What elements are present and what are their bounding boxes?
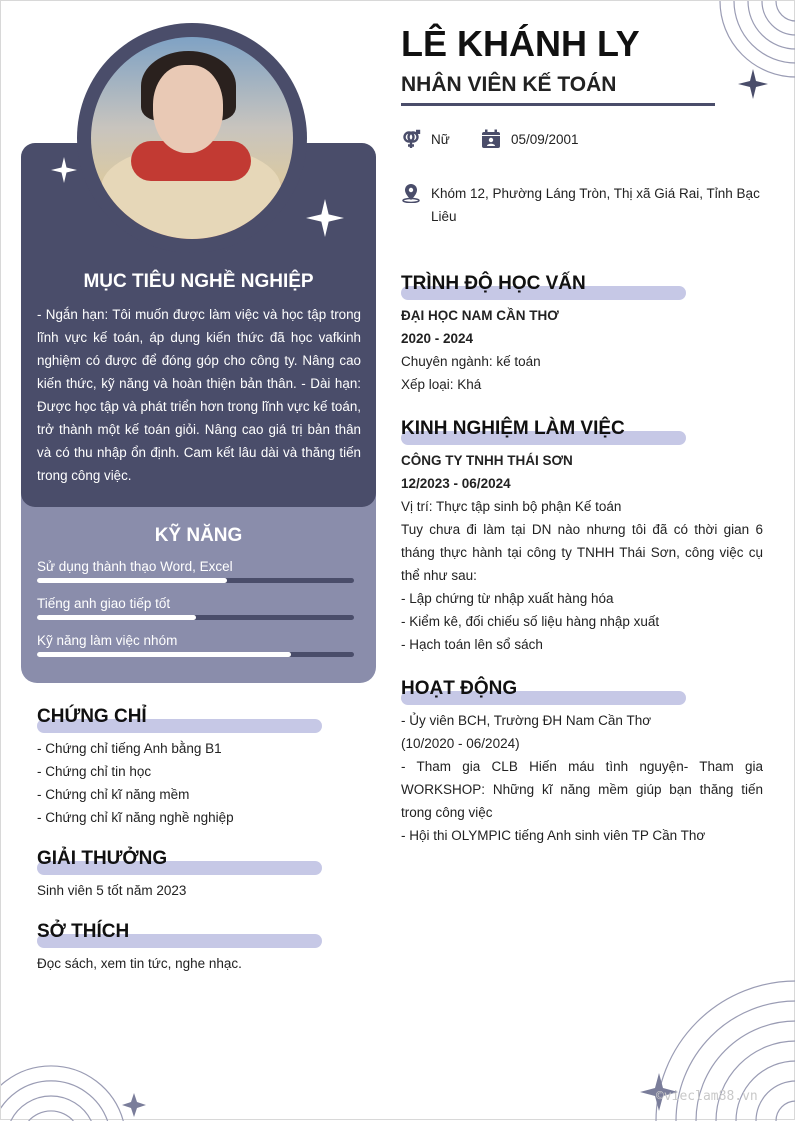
- experience-description: Tuy chưa đi làm tại DN nào nhưng tôi đã có thời gian 6 tháng thực hành tại công ty TNHH Thái Sơn, công việc cụ thể như sau:: [401, 522, 763, 583]
- activity-item: - Tham gia CLB Hiến máu tình nguyện- Tham gia WORKSHOP: Những kĩ năng mềm giúp bạn thăng tiến trong công việc: [401, 759, 763, 820]
- certificate-item: - Chứng chỉ kĩ năng nghề nghiệp: [37, 810, 234, 825]
- activities-list: [401, 709, 763, 847]
- full-name: LÊ KHÁNH LY: [401, 23, 640, 64]
- experience-task: - Lập chứng từ nhập xuất hàng hóa: [401, 591, 614, 606]
- objective-title: MỤC TIÊU NGHỀ NGHIỆP: [83, 271, 314, 292]
- experience-position: Vị trí: Thực tập sinh bộ phận Kế toán: [401, 499, 622, 514]
- address-text: Khóm 12, Phường Láng Tròn, Thị xã Giá Rai, Tỉnh Bạc Liêu: [431, 186, 760, 224]
- experience-task: - Hạch toán lên sổ sách: [401, 637, 543, 652]
- skill-item: [37, 633, 354, 657]
- birthday-text: 05/09/2001: [511, 132, 579, 147]
- hobbies-text: Đọc sách, xem tin tức, nghe nhạc.: [37, 956, 242, 971]
- hobbies-header: [37, 921, 129, 943]
- activities-title: HOẠT ĐỘNG: [401, 678, 518, 699]
- arc-decoration-bottom-left: [1, 1061, 151, 1121]
- school-name: ĐẠI HỌC NAM CẦN THƠ: [401, 308, 559, 323]
- skill-bar: [37, 652, 354, 657]
- certificates-header: [37, 706, 147, 728]
- activity-item: - Hội thi OLYMPIC tiếng Anh sinh viên TP Cần Thơ: [401, 828, 706, 843]
- skill-bar: [37, 615, 354, 620]
- arc-decoration-top-right: [701, 1, 795, 111]
- objective-text: - Ngắn hạn: Tôi muốn được làm việc và học tập trong lĩnh vực kế toán, áp dụng kiến thức đã học vafkinh nghiệm có được để đóng góp cho công ty. Nâng cao kiến thức, kỹ năng và hoàn thiện bản thân. - Dài hạn: Được học tập và phát triển hơn trong lĩnh vực kế toán, trở thành một kế toán giỏi. Nâng cao giá trị bản thân và có thu nhập ổn định. Cam kết lâu dài và thăng tiến trong công việc.: [37, 307, 361, 483]
- education-grade: Xếp loại: Khá: [401, 377, 482, 392]
- sparkle-icon: [51, 157, 77, 183]
- skill-bar-fill: [37, 615, 196, 620]
- sparkle-icon: [306, 199, 344, 237]
- skills-title: KỸ NĂNG: [154, 525, 243, 546]
- experience-period: 12/2023 - 06/2024: [401, 476, 511, 491]
- certificate-item: - Chứng chỉ kĩ năng mềm: [37, 787, 190, 802]
- location-pin-icon: [401, 183, 421, 203]
- certificates-list: [37, 737, 234, 829]
- education-title: TRÌNH ĐỘ HỌC VẤN: [401, 273, 586, 294]
- certificate-item: - Chứng chỉ tiếng Anh bằng B1: [37, 741, 222, 756]
- experience-details: [401, 449, 763, 656]
- company-name: CÔNG TY TNHH THÁI SƠN: [401, 453, 573, 468]
- address-info: [401, 182, 763, 228]
- skill-bar-fill: [37, 652, 291, 657]
- activity-item: - Ủy viên BCH, Trường ĐH Nam Cần Thơ: [401, 713, 652, 728]
- profile-photo: [91, 37, 293, 239]
- experience-header: [401, 418, 625, 440]
- calendar-icon: [481, 129, 501, 149]
- experience-title: KINH NGHIỆM LÀM VIỆC: [401, 418, 625, 439]
- experience-task: - Kiểm kê, đối chiếu số liệu hàng nhập xuất: [401, 614, 660, 629]
- skill-label: Kỹ năng làm việc nhóm: [37, 633, 178, 648]
- education-header: [401, 273, 586, 295]
- education-period: 2020 - 2024: [401, 331, 474, 346]
- job-title: NHÂN VIÊN KẾ TOÁN: [401, 73, 617, 96]
- birthday-info: [481, 128, 579, 151]
- skill-label: Sử dụng thành thạo Word, Excel: [37, 559, 233, 574]
- gender-icon: [401, 129, 421, 149]
- watermark: ©vieclam88.vn: [656, 1089, 758, 1104]
- certificate-item: - Chứng chỉ tin học: [37, 764, 152, 779]
- hobbies-title: SỞ THÍCH: [37, 921, 130, 942]
- skill-label: Tiếng anh giao tiếp tốt: [37, 596, 171, 611]
- activities-header: [401, 678, 517, 700]
- awards-title: GIẢI THƯỞNG: [37, 848, 168, 869]
- skill-item: [37, 559, 354, 583]
- sparkle-icon: [738, 69, 768, 99]
- education-major: Chuyên ngành: kế toán: [401, 354, 541, 369]
- awards-text: Sinh viên 5 tốt năm 2023: [37, 883, 187, 898]
- title-underline: [401, 103, 715, 106]
- gender-text: Nữ: [431, 132, 450, 147]
- education-details: [401, 304, 763, 396]
- awards-header: [37, 848, 167, 870]
- sparkle-icon: [122, 1093, 146, 1117]
- certificates-title: CHỨNG CHỈ: [37, 706, 147, 727]
- skill-bar: [37, 578, 354, 583]
- skill-bar-fill: [37, 578, 227, 583]
- gender-info: [401, 128, 450, 151]
- skill-item: [37, 596, 354, 620]
- activity-item: (10/2020 - 06/2024): [401, 736, 520, 751]
